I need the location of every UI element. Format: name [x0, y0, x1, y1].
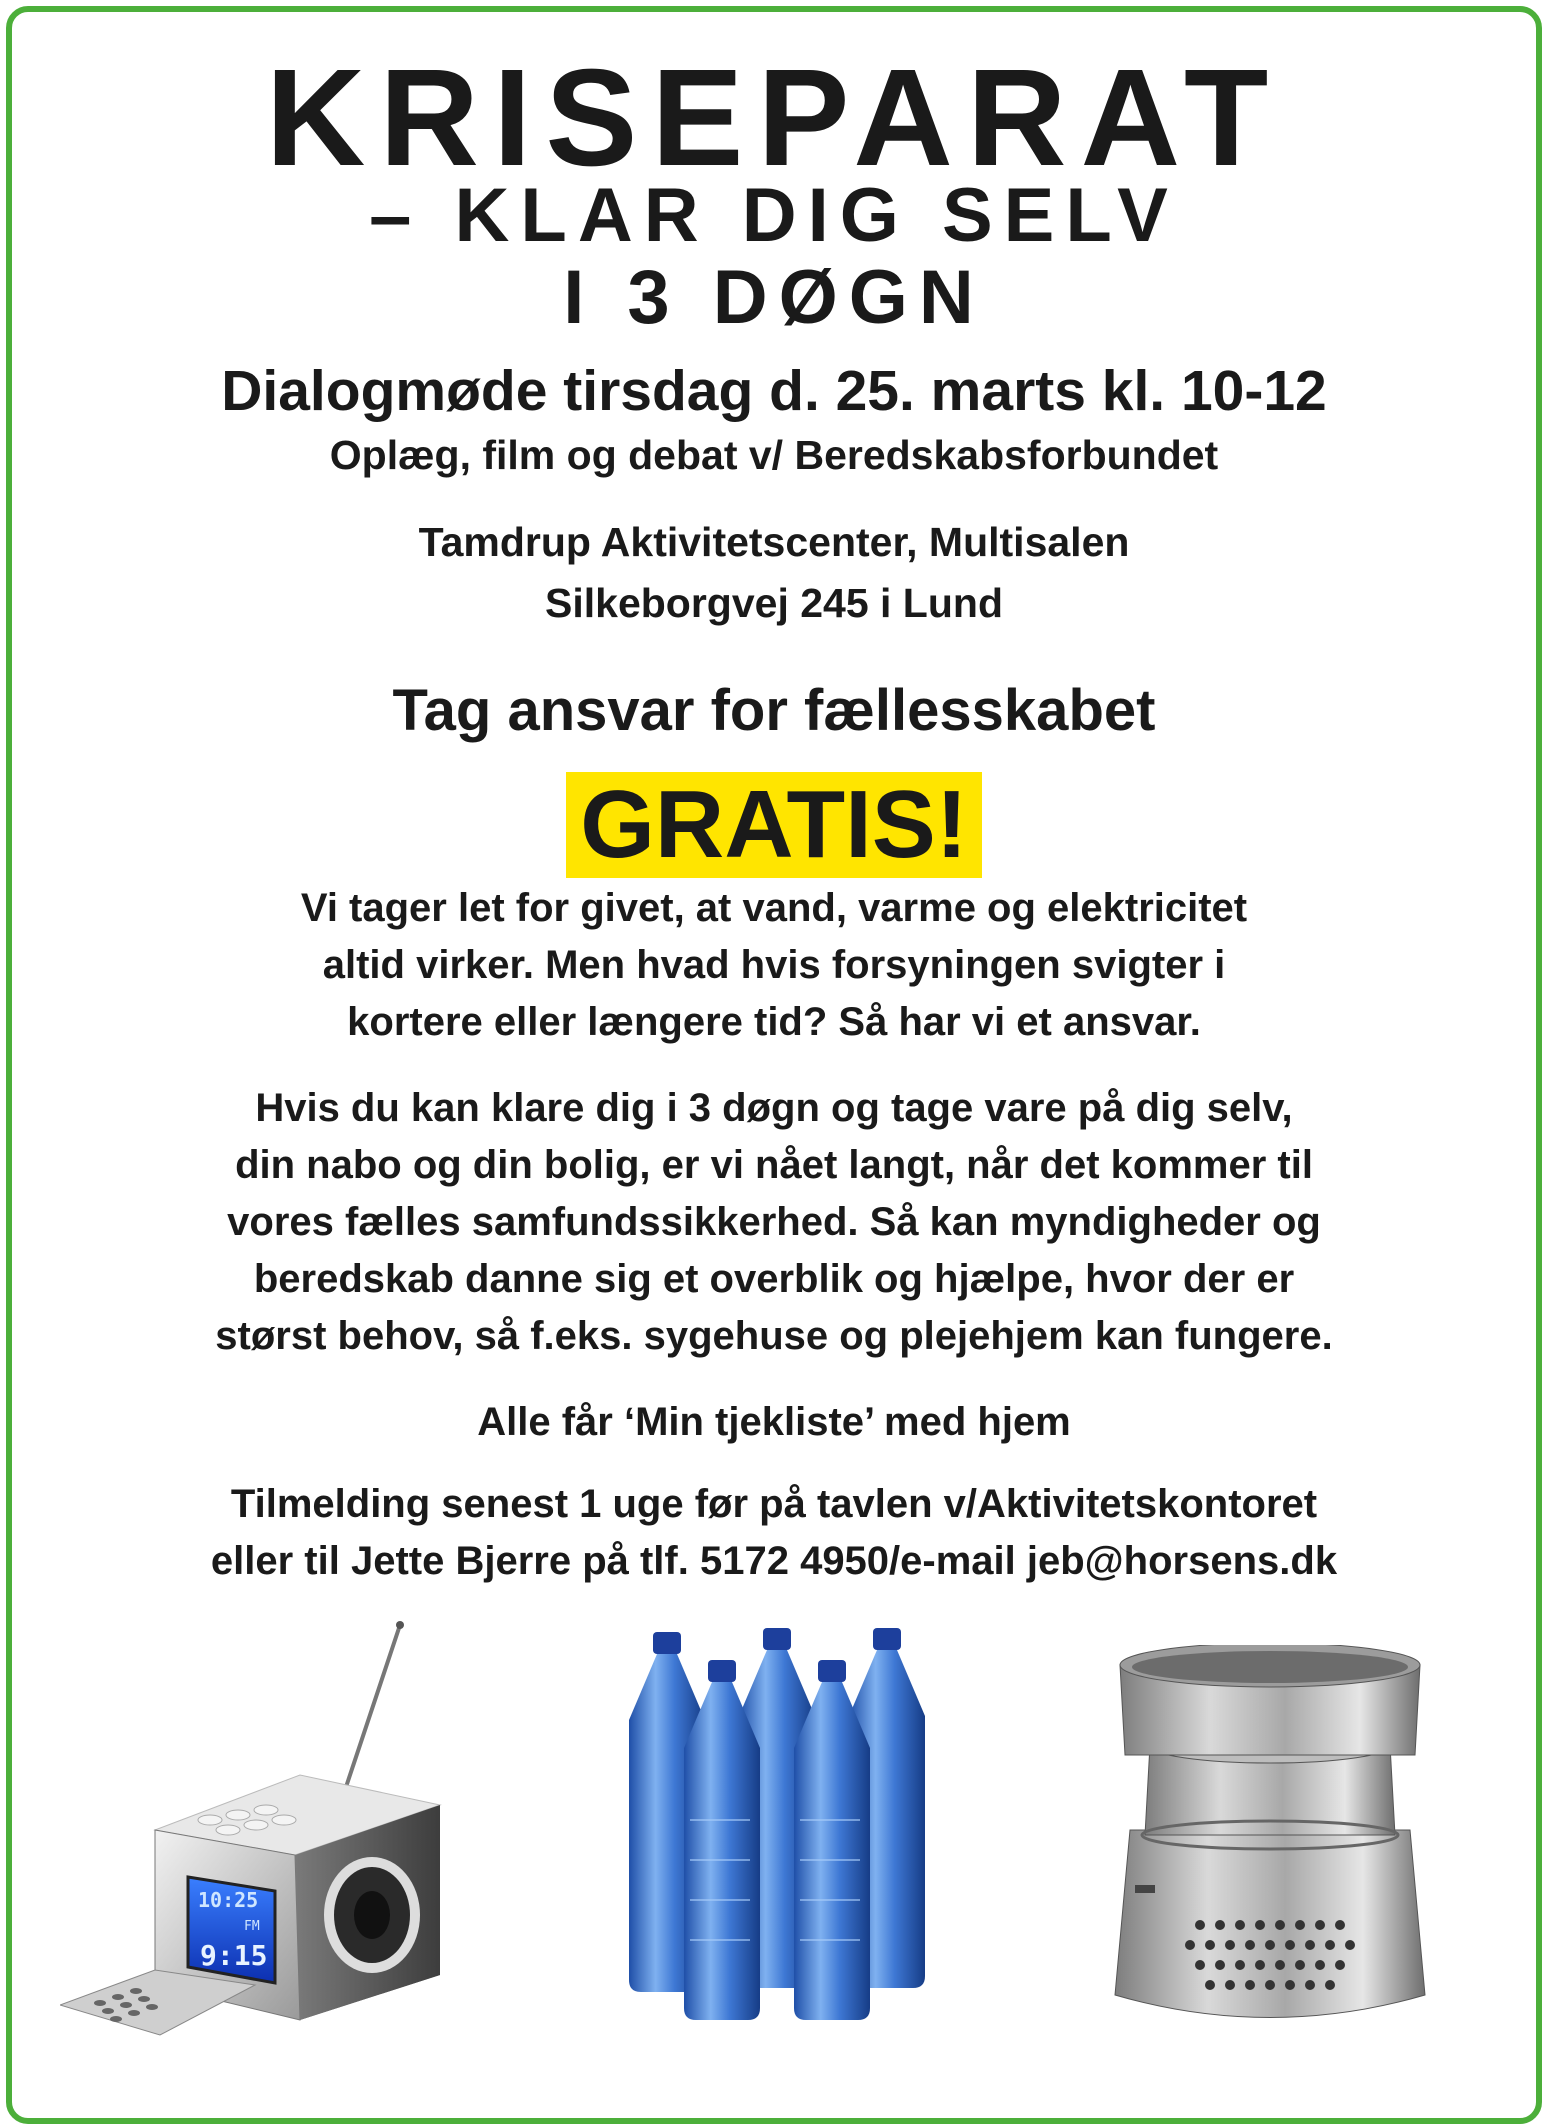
radio-time-bottom: 9:15 [200, 1939, 268, 1972]
signup-line: Tilmelding senest 1 uge før på tavlen v/Aktivitetskontoret [230, 1482, 1318, 1526]
location-address: Silkeborgvej 245 i Lund [545, 580, 1003, 626]
intro-line: altid virker. Men hvad hvis forsyningen svigter i [322, 943, 1226, 987]
radio-time-top: 10:25 [198, 1888, 259, 1912]
signup-line: eller til Jette Bjerre på tlf. 5172 4950/e-mail jeb@horsens.dk [210, 1539, 1338, 1583]
body-line: beredskab danne sig et overblik og hjælpe, hvor der er [253, 1257, 1295, 1301]
intro-line: kortere eller længere tid? Så har vi et ansvar. [347, 1000, 1201, 1044]
poster-subtitle-line2: I 3 DØGN [563, 255, 985, 340]
meeting-program: Oplæg, film og debat v/ Beredskabsforbundet [329, 432, 1219, 478]
gratis-badge-wrap [0, 772, 1548, 878]
radio-band: FM [244, 1919, 260, 1934]
gratis-badge: GRATIS! [566, 772, 982, 878]
radio-image [60, 1615, 500, 2045]
stove-pot-image [1105, 1645, 1435, 2040]
intro-line: Vi tager let for givet, at vand, varme og elektricitet [300, 886, 1248, 930]
water-bottles-image [610, 1620, 970, 2040]
body-paragraph [0, 1080, 1548, 1365]
checklist-note: Alle får ‘Min tjekliste’ med hjem [477, 1400, 1071, 1444]
body-line: din nabo og din bolig, er vi nået langt, når det kommer til [235, 1143, 1313, 1187]
body-line: vores fælles samfundssikkerhed. Så kan myndigheder og [227, 1200, 1321, 1244]
tagline: Tag ansvar for fællesskabet [392, 678, 1156, 743]
poster-title: KRISEPARAT [265, 41, 1283, 195]
location-venue: Tamdrup Aktivitetscenter, Multisalen [418, 519, 1130, 565]
signup-info [0, 1476, 1548, 1590]
poster-subtitle-line1: – KLAR DIG SELV [369, 173, 1179, 258]
meeting-date: Dialogmøde tirsdag d. 25. marts kl. 10-12 [221, 359, 1327, 423]
body-line: Hvis du kan klare dig i 3 døgn og tage vare på dig selv, [255, 1086, 1293, 1130]
body-line: størst behov, så f.eks. sygehuse og plejehjem kan fungere. [215, 1314, 1333, 1358]
intro-paragraph [0, 880, 1548, 1051]
